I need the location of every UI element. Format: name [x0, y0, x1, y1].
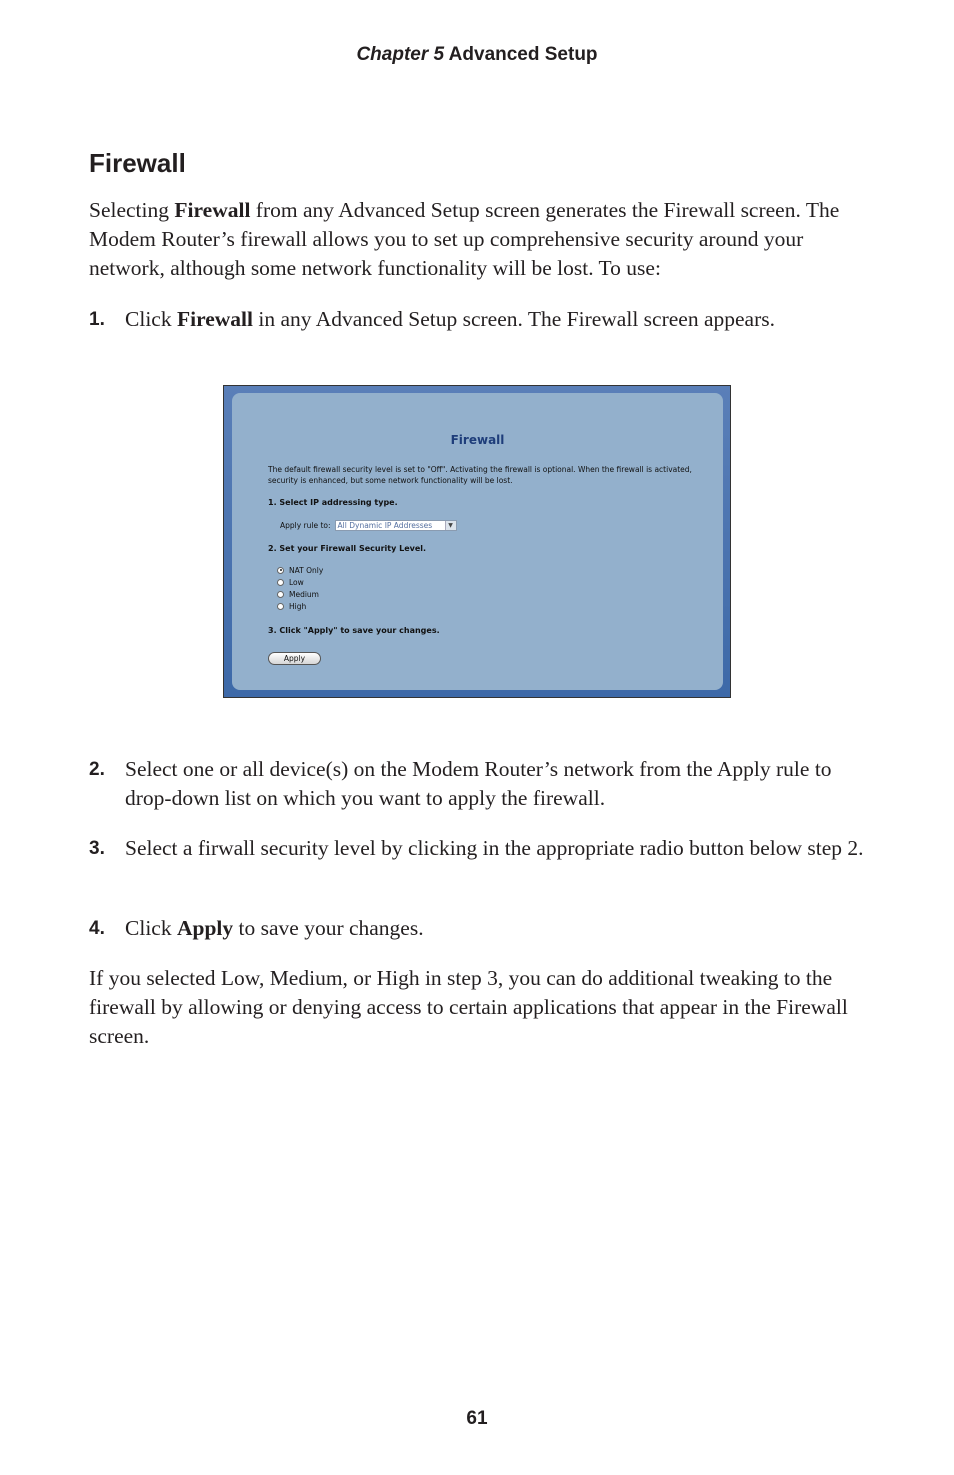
- step-bold: Firewall: [176, 307, 253, 331]
- running-head: [0, 44, 954, 66]
- security-level-radios: [277, 564, 323, 612]
- chapter-title: Advanced Setup: [448, 44, 598, 65]
- intro-text-2: from any Advanced Setup screen generates the Firewall screen. The Modem Router’s firewall allows you to set up comprehensive security around your network, although some network functionality will be lost. To use:: [89, 198, 840, 280]
- intro-bold: Firewall: [174, 198, 251, 222]
- step-text: Click: [125, 307, 177, 331]
- step-bold: Apply: [176, 916, 234, 940]
- panel-step-2: 2. Set your Firewall Security Level.: [268, 544, 427, 553]
- firewall-panel: [232, 393, 723, 690]
- radio-option-low[interactable]: [277, 576, 323, 588]
- step-number: 1.: [89, 309, 105, 330]
- step-3: [89, 834, 869, 863]
- radio-label: Medium: [289, 589, 319, 599]
- radio-label: High: [289, 601, 307, 611]
- apply-rule-label: Apply rule to:: [280, 521, 331, 530]
- apply-rule-select[interactable]: [335, 520, 457, 531]
- panel-step-3: 3. Click "Apply" to save your changes.: [268, 626, 440, 635]
- radio-button[interactable]: [277, 579, 284, 586]
- firewall-screenshot: [223, 385, 731, 698]
- radio-option-medium[interactable]: [277, 588, 323, 600]
- step-text-2: in any Advanced Setup screen. The Firewall screen appears.: [253, 307, 775, 331]
- step-2: [89, 755, 869, 813]
- radio-button[interactable]: [277, 603, 284, 610]
- radio-label: NAT Only: [289, 565, 324, 575]
- page-number: 61: [466, 1408, 488, 1429]
- apply-rule-row: [280, 520, 457, 531]
- radio-option-nat-only[interactable]: [277, 564, 323, 576]
- apply-rule-value: All Dynamic IP Addresses: [337, 521, 433, 530]
- step-text: Click: [125, 916, 177, 940]
- panel-step-1: 1. Select IP addressing type.: [268, 498, 398, 507]
- panel-description: The default firewall security level is set to "Off". Activating the firewall is optional. When the firewall is activated, security is enhanced, but some network functionality will be lost.: [268, 465, 692, 485]
- step-4: [89, 914, 869, 943]
- intro-text-1: Selecting: [89, 198, 175, 222]
- radio-button[interactable]: [277, 567, 284, 574]
- step-number: 3.: [89, 838, 105, 859]
- radio-label: Low: [289, 577, 304, 587]
- radio-button[interactable]: [277, 591, 284, 598]
- chevron-down-icon[interactable]: ▼: [445, 521, 456, 530]
- radio-option-high[interactable]: [277, 600, 323, 612]
- step-text: Select one or all device(s) on the Modem Router’s network from the Apply rule to drop-down list on which you want to apply the firewall.: [125, 757, 832, 810]
- intro-paragraph: [89, 196, 869, 283]
- step-1: [89, 305, 869, 334]
- step-number: 2.: [89, 759, 105, 780]
- closing-paragraph: If you selected Low, Medium, or High in step 3, you can do additional tweaking to the firewall by allowing or denying access to certain applications that appear in the Firewall screen.: [89, 966, 848, 1048]
- step-number: 4.: [89, 918, 105, 939]
- apply-button[interactable]: Apply: [268, 652, 321, 665]
- section-title: Firewall: [89, 148, 186, 178]
- step-text-2: to save your changes.: [233, 916, 424, 940]
- panel-title: Firewall: [450, 433, 505, 447]
- chapter-label: Chapter 5: [356, 44, 445, 65]
- step-text: Select a firwall security level by clicking in the appropriate radio button below step 2.: [125, 836, 864, 860]
